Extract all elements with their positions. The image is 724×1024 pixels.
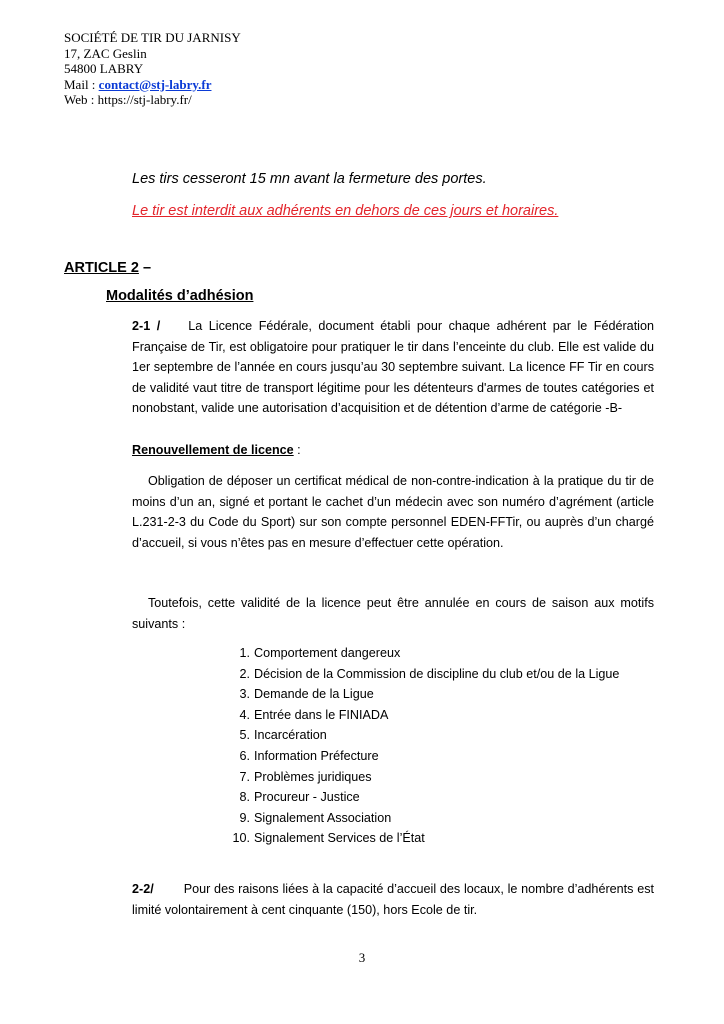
list-text: Information Préfecture	[254, 748, 379, 763]
list-text: Signalement Association	[254, 810, 392, 825]
list-text: Problèmes juridiques	[254, 769, 372, 784]
list-item	[228, 746, 619, 767]
article-title-dash: –	[138, 260, 152, 276]
restriction-notice: Le tir est interdit aux adhérents en dehors de ces jours et horaires.	[132, 203, 559, 219]
mail-label: Mail :	[64, 76, 99, 92]
list-text: Entrée dans le FINIADA	[254, 707, 389, 722]
list-text: Décision de la Commission de discipline du club et/ou de la Ligue	[254, 666, 620, 681]
list-text: Signalement Services de l’État	[254, 831, 425, 846]
list-number: 1.	[239, 646, 250, 660]
list-number: 9.	[239, 810, 250, 825]
list-text: Procureur - Justice	[254, 790, 360, 805]
article-title: ARTICLE 2	[64, 260, 139, 276]
list-item	[228, 664, 619, 685]
list-item	[228, 725, 619, 746]
mail-line	[64, 77, 241, 93]
paragraph-number: 2-2/	[132, 882, 154, 896]
list-text: Incarcération	[254, 728, 327, 743]
paragraph-text: La Licence Fédérale, document établi pour chaque adhérent par le Fédération Française de Tir, est obligatoire pour pratiquer le tir dans l’enceinte du club. Elle est valide du 1er septembre de l’année en cours jusqu’au 30 septembre suivant. La licence FF Tir en cours de validité vaut titre de transport légitime pour les détenteurs d'armes de toutes catégories et nonobstant, valide une autorisation d’acquisition et de détention d’arme de catégorie -B-	[132, 319, 654, 416]
cancellation-paragraph: Toutefois, cette validité de la licence peut être annulée en cours de saison aux motifs suivants :	[132, 596, 654, 631]
address-line: 17, ZAC Geslin	[64, 45, 147, 61]
page-number: 3	[358, 950, 366, 965]
article-heading	[64, 260, 151, 276]
list-item	[228, 643, 619, 664]
paragraph-text: Pour des raisons liées à la capacité d’accueil des locaux, le nombre d’adhérents est limité volontairement à cent cinquante (150), hors Ecole de tir.	[132, 882, 654, 917]
list-item	[228, 808, 619, 829]
paragraph-2-2	[132, 879, 654, 920]
list-item	[228, 787, 619, 808]
postal-city: 54800 LABRY	[64, 61, 144, 76]
list-number: 7.	[239, 769, 250, 784]
mail-link[interactable]: contact@stj-labry.fr	[98, 76, 212, 92]
list-number: 10.	[232, 831, 250, 846]
letterhead	[64, 30, 241, 108]
cancellation-reasons-list	[228, 643, 619, 849]
list-text: Comportement dangereux	[254, 646, 401, 660]
renewal-paragraph: Obligation de déposer un certificat médical de non-contre-indication à la pratique du tir de moins d’un an, signé et portant le cachet d’un médecin avec son numéro d’agrément (article L.231-2-3 du Code du Sport) sur son compte personnel EDEN-FFTir, ou auprès d’un chargé d’accueil, si vous n’êtes pas en mesure d’effectuer cette opération.	[132, 474, 654, 550]
club-name: SOCIÉTÉ DE TIR DU JARNISY	[64, 30, 241, 45]
list-item	[228, 767, 619, 788]
list-number: 8.	[239, 790, 250, 805]
renewal-title: Renouvellement de licence	[132, 443, 294, 457]
web-line: Web : https://stj-labry.fr/	[64, 92, 192, 107]
list-number: 5.	[239, 728, 250, 743]
list-item	[228, 684, 619, 705]
list-number: 2.	[239, 666, 250, 681]
list-text: Demande de la Ligue	[254, 687, 374, 702]
section-heading: Modalités d’adhésion	[106, 288, 254, 304]
list-item	[228, 828, 619, 849]
list-item	[228, 705, 619, 726]
list-number: 4.	[239, 707, 250, 722]
renewal-heading	[132, 443, 301, 457]
list-number: 3.	[239, 687, 250, 702]
list-number: 6.	[239, 748, 250, 763]
closing-notice: Les tirs cesseront 15 mn avant la fermeture des portes.	[132, 171, 487, 187]
paragraph-number: 2-1 /	[132, 319, 161, 333]
renewal-colon: :	[293, 443, 301, 457]
paragraph-2-1	[132, 316, 654, 419]
